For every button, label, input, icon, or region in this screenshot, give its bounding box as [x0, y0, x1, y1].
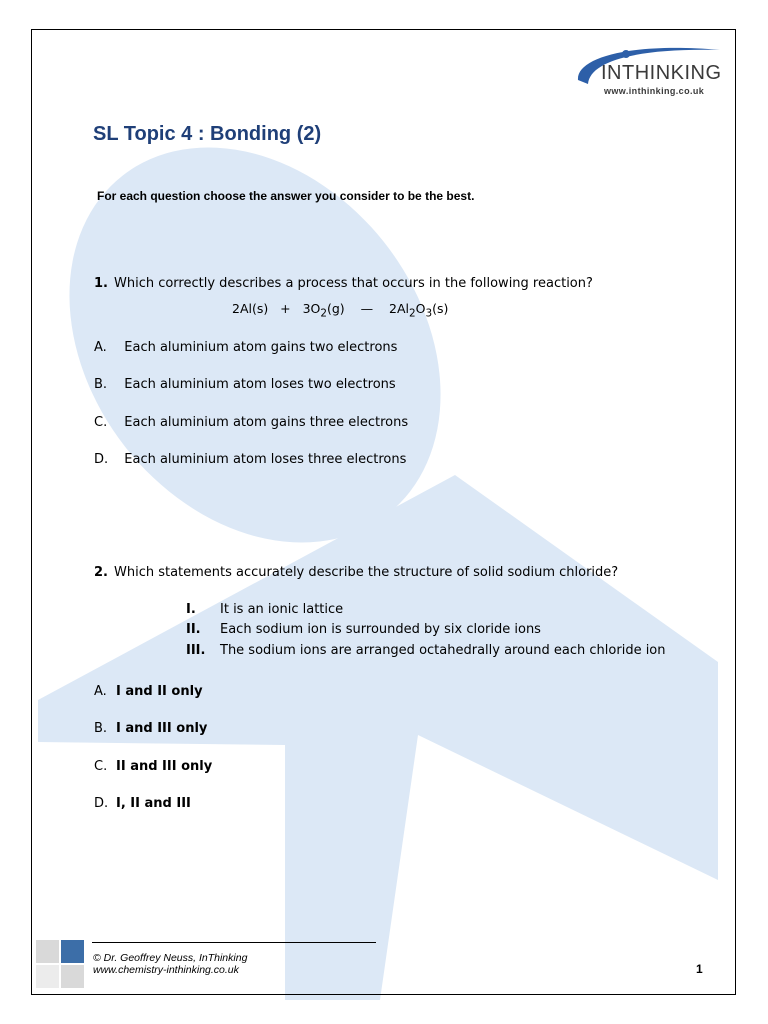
footer-square	[61, 965, 84, 988]
question-number: 2.	[94, 565, 108, 580]
footer-copyright: © Dr. Geoffrey Neuss, InThinking	[93, 952, 248, 964]
option-1d: D. Each aluminium atom loses three electrons	[94, 452, 407, 467]
question-2	[94, 565, 618, 580]
question-number: 1.	[94, 276, 108, 291]
question-text: Which correctly describes a process that occurs in the following reaction?	[113, 276, 593, 291]
option-2d: D. I, II and III	[94, 796, 191, 811]
instructions: For each question choose the answer you consider to be the best.	[97, 189, 475, 203]
statement-ii: II. Each sodium ion is surrounded by six cloride ions	[186, 622, 541, 637]
option-2c: C. II and III only	[94, 759, 213, 774]
logo-brand: INTHINKING	[601, 62, 722, 84]
option-2b: B. I and III only	[94, 721, 208, 736]
statement-iii: III. The sodium ions are arranged octahedrally around each chloride ion	[186, 643, 666, 658]
page-title: SL Topic 4 : Bonding (2)	[93, 123, 322, 145]
statement-i: I. It is an ionic lattice	[186, 602, 344, 617]
footer-square	[36, 965, 59, 988]
question-1	[94, 276, 593, 291]
footer-website: www.chemistry-inthinking.co.uk	[93, 964, 239, 976]
page-number: 1	[696, 962, 703, 976]
chemical-equation: 2Al(s) + $3O_2(g)$ — $2Al_2O_3(s)$	[232, 301, 449, 320]
option-1b: B. Each aluminium atom loses two electrons	[94, 377, 396, 392]
logo-url: www.inthinking.co.uk	[604, 86, 705, 96]
page-border	[31, 29, 736, 995]
footer-square	[61, 940, 84, 963]
footer-square	[36, 940, 59, 963]
option-1a: A. Each aluminium atom gains two electrons	[94, 340, 398, 355]
option-2a: A. I and II only	[94, 684, 203, 699]
option-1c: C. Each aluminium atom gains three electrons	[94, 415, 409, 430]
footer-rule	[92, 942, 376, 943]
question-text: Which statements accurately describe the structure of solid sodium chloride?	[113, 565, 619, 580]
